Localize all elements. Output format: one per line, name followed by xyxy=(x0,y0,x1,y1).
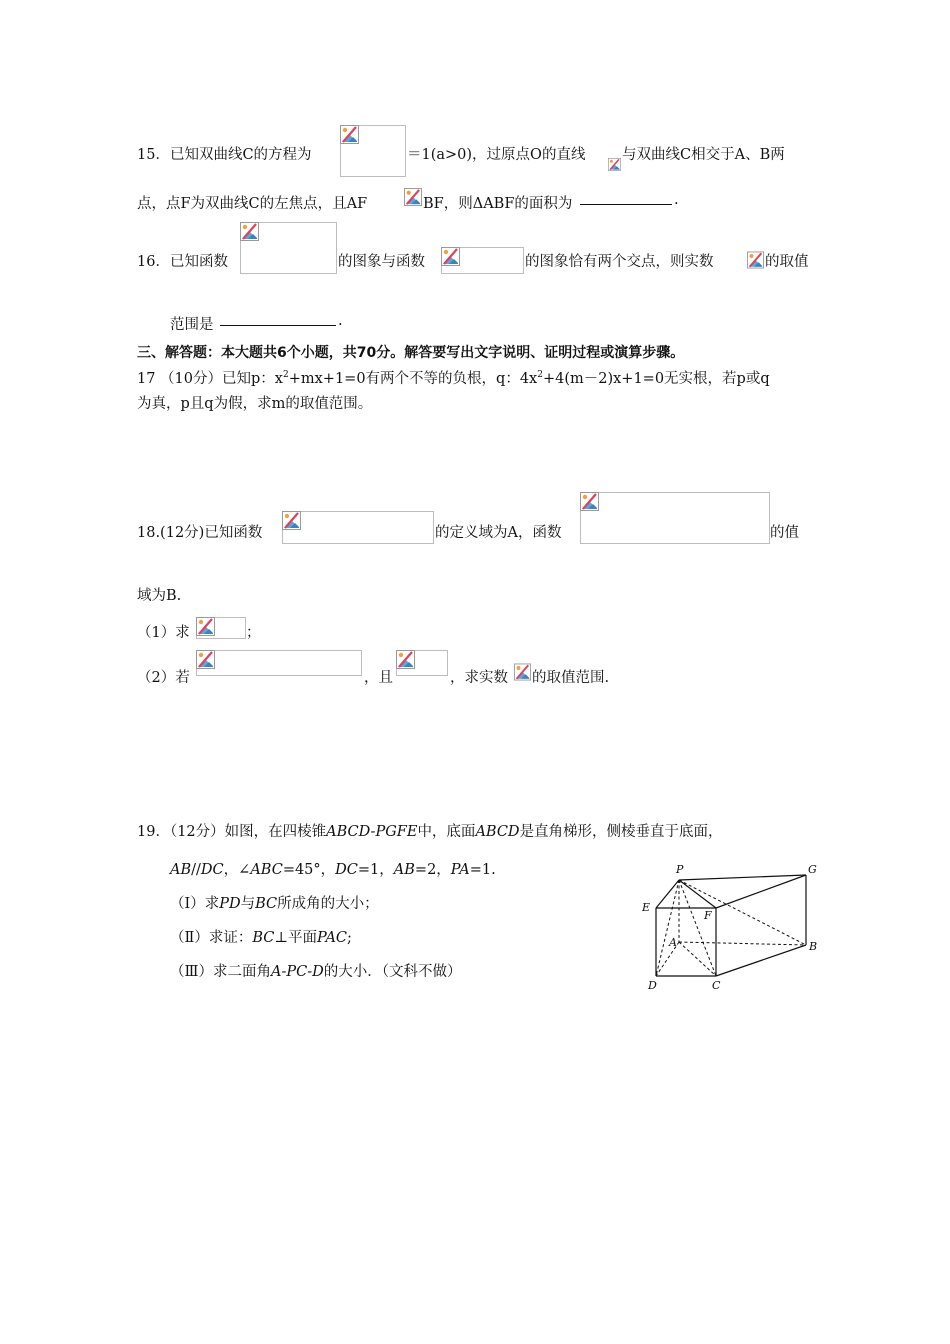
q16-text-1: 16．已知函数 xyxy=(137,254,228,270)
q16-end: . xyxy=(338,313,343,329)
q15-text-1: 15．已知双曲线C的方程为 xyxy=(137,147,312,163)
broken-image-icon xyxy=(747,251,764,269)
q18-sub2-d: 的取值范围. xyxy=(532,670,610,686)
edge-PB xyxy=(679,880,806,945)
equation-image xyxy=(580,492,770,544)
edge-PF xyxy=(679,880,716,908)
label-C: C xyxy=(712,979,721,992)
broken-image-icon xyxy=(441,247,460,266)
q17-line-1: 17 （10分）已知p：$x^2+mx+1=0$有两个不等的负根，q：$4x^2+4(m-2)x+1=0$无实根，若p或q xyxy=(137,370,770,387)
edge-FG xyxy=(716,875,806,908)
broken-image-icon xyxy=(404,188,422,206)
q19-conditions: AB//DC，∠ABC=45°，DC=1，AB=2，PA=1. xyxy=(170,862,496,878)
label-E: E xyxy=(642,901,651,914)
q16-text-2: 的图象与函数 xyxy=(338,254,425,270)
q19-part-1: （Ⅰ）求PD与BC所成角的大小； xyxy=(170,896,379,912)
edge-CB xyxy=(716,945,806,976)
label-A: A xyxy=(669,936,677,949)
broken-image-icon xyxy=(240,222,259,241)
edge-AB xyxy=(679,942,806,945)
label-P: P xyxy=(676,863,684,876)
q18-text-2: 的定义域为A，函数 xyxy=(435,525,562,541)
broken-image-icon xyxy=(514,663,531,681)
edge-PE xyxy=(656,880,679,908)
q15-text-5: BF，则ΔABF的面积为 xyxy=(423,196,573,212)
q18-sub2-a: （2）若 xyxy=(137,670,190,686)
q15-end: . xyxy=(674,192,679,208)
q15-text-3: 与双曲线C相交于A、B两 xyxy=(622,147,785,163)
q19-line-1: 19．（12分）如图，在四棱锥ABCD-PGFE中，底面ABCD是直角梯形，侧棱垂直于底面， xyxy=(137,824,723,840)
q18-sub2-c: ，求实数 xyxy=(450,670,508,686)
q16-text-3: 的图象恰有两个交点，则实数 xyxy=(525,254,714,270)
equation-image xyxy=(196,650,362,676)
pyramid-figure xyxy=(636,858,826,993)
q18-sub1-b: ； xyxy=(246,625,261,641)
broken-image-icon xyxy=(282,511,301,530)
q15-text-4: 点，点F为双曲线C的左焦点，且AF xyxy=(137,196,368,212)
q18-sub1-a: （1）求 xyxy=(137,625,190,641)
broken-image-icon xyxy=(196,650,215,669)
edge-AC xyxy=(679,942,716,976)
section-heading: 三、解答题：本大题共6个小题，共70分。解答要写出文字说明、证明过程或演算步骤。 xyxy=(137,345,685,361)
broken-image-icon xyxy=(580,492,599,511)
q18-text-4: 域为B. xyxy=(137,588,182,604)
q18-text-1: 18.(12分)已知函数 xyxy=(137,525,263,541)
q19-part-3: （Ⅲ）求二面角A-PC-D的大小．（文科不做） xyxy=(170,964,462,980)
answer-blank xyxy=(220,313,336,326)
q17-line-2: 为真，p且q为假，求m的取值范围。 xyxy=(137,396,373,412)
q15-text-2: ＝1(a>0)，过原点O的直线 xyxy=(407,147,586,163)
q16-text-5: 范围是 xyxy=(170,317,214,333)
label-F: F xyxy=(704,909,712,922)
broken-image-icon xyxy=(396,650,415,669)
answer-blank xyxy=(580,192,672,205)
q18-text-3: 的值 xyxy=(770,525,799,541)
q18-sub2-b: ，且 xyxy=(364,670,393,686)
broken-image-icon xyxy=(196,617,215,636)
q16-text-4: 的取值 xyxy=(765,254,809,270)
q19-part-2: （Ⅱ）求证：BC⊥平面PAC; xyxy=(170,930,352,946)
edge-PG xyxy=(679,875,806,880)
label-D: D xyxy=(648,979,657,992)
broken-image-icon xyxy=(608,155,621,174)
broken-image-icon xyxy=(340,125,359,144)
label-B: B xyxy=(809,940,818,953)
equation-image xyxy=(282,511,434,544)
label-G: G xyxy=(808,863,817,876)
